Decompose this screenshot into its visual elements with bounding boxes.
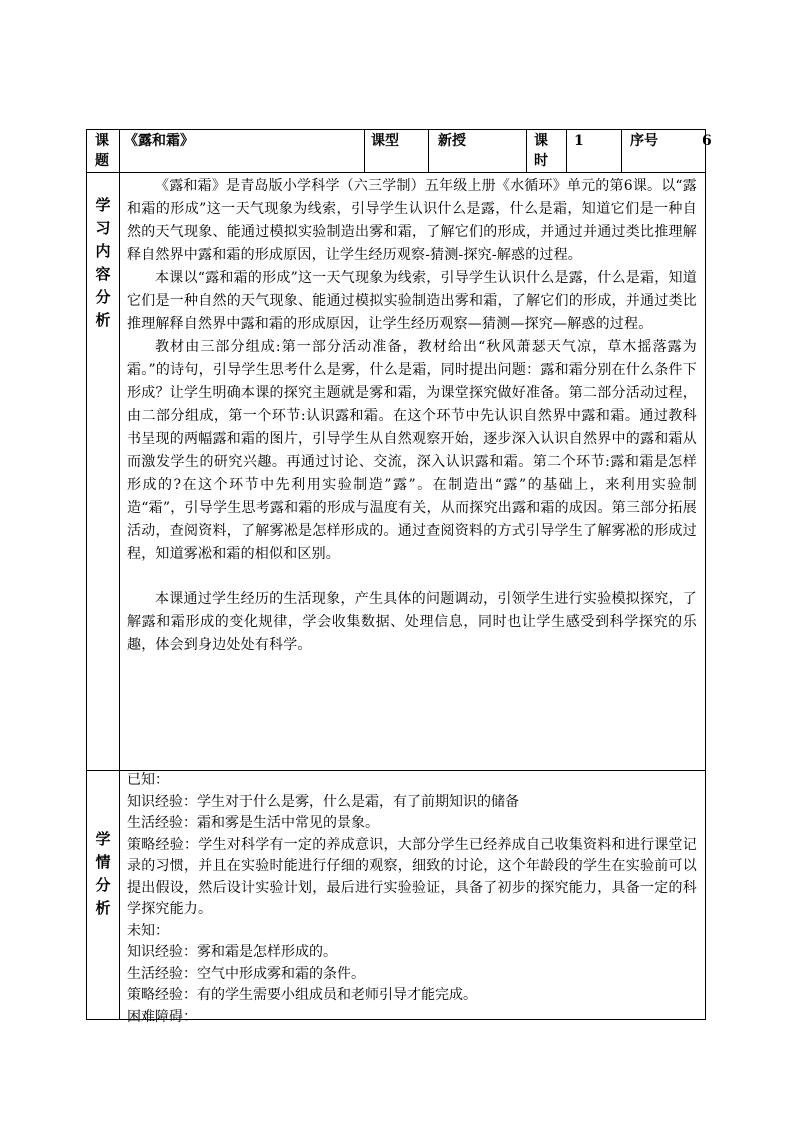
- unknown-life: 生活经验：空气中形成雾和霜的条件。: [127, 965, 365, 982]
- content-analysis-row: [87, 172, 705, 771]
- known-knowledge: 知识经验：学生对于什么是雾，什么是霜，有了前期知识的储备: [127, 793, 519, 810]
- hours-label: 课时: [534, 133, 548, 169]
- hours-label-cell: [527, 130, 567, 172]
- content-paragraph-4: 本课通过学生经历的生活现象，产生具体的问题调动，引领学生进行实验模拟探究，了解露和霜形成的变化规律，学会收集数据、处理信息，同时也让学生感受到科学探究的乐趣，体会到身边处处有科学。: [127, 591, 697, 653]
- known-heading: 已知：: [127, 772, 169, 788]
- known-strategy: 策略经验：学生对科学有一定的养成意识，大部分学生已经养成自己收集资料和进行课堂记录的习惯，并且在实验时能进行仔细的观察，细致的讨论，这个年龄段的学生在实验前可以提出假设，然后设计实验计划，最后进行实验验证，具备了初步的探究能力，具备一定的科学探究能力。: [127, 836, 697, 917]
- seq-cell: [622, 130, 712, 172]
- content-paragraph-3: 教材由三部分组成:第一部分活动准备，教材给出“秋风萧瑟天气凉，草木摇落露为霜。”的诗句，引导学生思考什么是雾，什么是霜，同时提出问题：露和霜分别在什么条件下形成？让学生明确本课的探究主题就是雾和霜，为课堂探究做好准备。第二部分活动过程，由二部分组成，第一个环节:认识露和霜。在这个环节中先认识自然界中露和霜。通过教科书呈现的两幅露和霜的图片，引导学生从自然观察开始，逐步深入认识自然界中的露和霜从而激发学生的研究兴趣。再通过讨论、交流，深入认识露和霜。第二个环节:露和霜是怎样形成的?在这个环节中先利用实验制造”露”。在制造出“露”的基础上，来利用实验制造“霜”，引导学生思考露和霜的形成与温度有关，从而探究出露和霜的成因。第三部分拓展活动，查阅资料，了解雾凇是怎样形成的。通过查阅资料的方式引导学生了解雾凇的形成过程，知道雾凇和霜的相似和区别。: [127, 339, 697, 562]
- seq-value: 6: [702, 133, 712, 149]
- type-label: 课型: [371, 133, 399, 149]
- lesson-plan-table: [86, 129, 712, 1025]
- content-paragraph-2: 本课以“露和霜的形成”这一天气现象为线索，引导学生认识什么是露，什么是霜，知道它们是一种自然的天气现象、能通过模拟实验制造出雾和霜，了解它们的形成，并通过类比推理解释自然界中露和霜的形成原因，让学生经历观察—猜测—探究—解惑的过程。: [127, 270, 697, 332]
- student-analysis-row: [87, 770, 705, 1025]
- student-label-cell: [87, 770, 120, 1019]
- content-analysis-body: [127, 175, 697, 657]
- student-analysis-body: [127, 770, 697, 1028]
- student-analysis-label: 学情分析: [95, 830, 111, 917]
- difficulty-heading: 困难障碍：: [127, 1008, 197, 1025]
- seq-label: 序号: [630, 133, 658, 149]
- content-label-cell: [87, 172, 120, 770]
- unknown-strategy: 策略经验：有的学生需要小组成员和老师引导才能完成。: [127, 987, 477, 1003]
- content-analysis-label: 学习内容分析: [95, 196, 111, 329]
- topic-value: 《露和霜》: [124, 133, 194, 149]
- topic-label-cell: [87, 130, 120, 172]
- known-life: 生活经验：霜和雾是生活中常见的景象。: [127, 815, 379, 831]
- unknown-heading: 未知：: [127, 922, 169, 939]
- header-row: [87, 130, 712, 173]
- hours-value: 1: [574, 133, 584, 149]
- unknown-knowledge: 知识经验：雾和霜是怎样形成的。: [127, 944, 337, 960]
- content-paragraph-1: 《露和霜》是青岛版小学科学（六三学制）五年级上册《水循环》单元的第6课。以“露和霜的形成”这一天气现象为线索，引导学生认识什么是露，什么是霜，知道它们是一种自然的天气现象、能通过模拟实验制造出雾和霜，了解它们的形成，并通过并通过类比推理解释自然界中露和霜的形成原因，让学生经历观察-猜测-探究-解惑的过程。: [127, 178, 697, 263]
- topic-label: 课题: [95, 133, 109, 169]
- topic-value-cell: [120, 130, 365, 172]
- type-value-cell: [429, 130, 527, 172]
- type-label-cell: [365, 130, 429, 172]
- type-value: 新授: [438, 133, 466, 149]
- hours-value-cell: [567, 130, 622, 172]
